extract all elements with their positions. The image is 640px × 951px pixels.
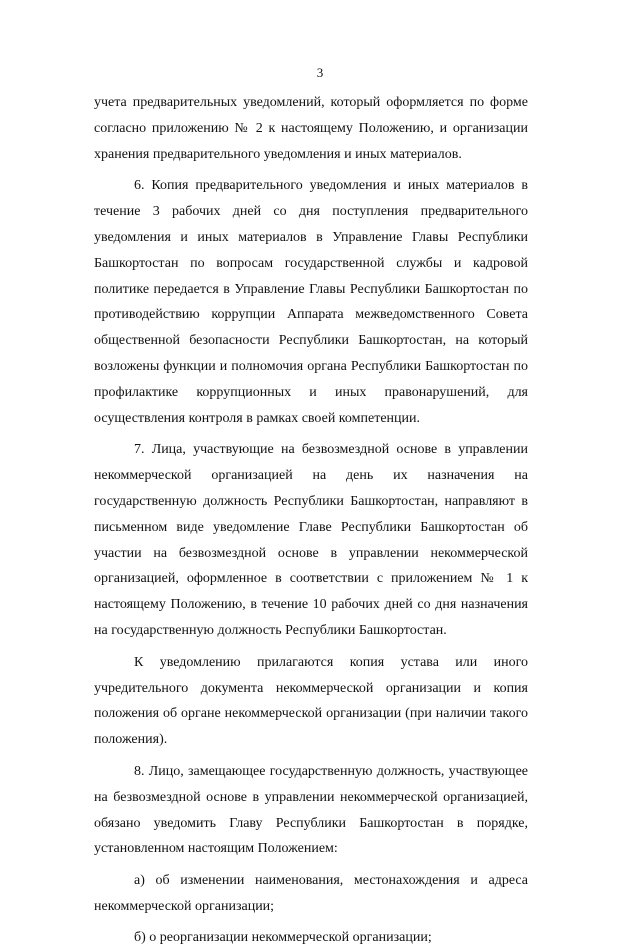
page-number: 3 <box>316 65 324 80</box>
paragraph-item-7: 7. Лица, участвующие на безвозмездной основе в управлении некоммерческой организацией на день их назначения на государственную должность Республики Башкортостан, направляют в письменном виде уведомление Главе Республики Башкортостан об участии на безвозмездной основе в управлении некоммерческой организацией, оформленное в соответствии с приложением № 1 к настоящему Положению, в течение 10 рабочих дней со дня назначения на государственную должность Республики Башкортостан. <box>94 442 528 638</box>
paragraph-attachments: К уведомлению прилагаются копия устава или иного учредительного документа некоммерческой организации и копия положения об органе некоммерческой организации (при наличии такого положения). <box>94 654 528 748</box>
paragraph-item-8: 8. Лицо, замещающее государственную должность, участвующее на безвозмездной основе в управлении некоммерческой организацией, обязано уведомить Главу Республики Башкортостан в порядке, установленном настоящим Положением: <box>94 763 528 857</box>
paragraph-subitem-b: б) о реорганизации некоммерческой организации; <box>134 929 432 945</box>
paragraph-continuation: учета предварительных уведомлений, который оформляется по форме согласно приложению № 2 к настоящему Положению, и организации хранения предварительного уведомления и иных материалов. <box>94 95 528 162</box>
paragraph-item-6: 6. Копия предварительного уведомления и иных материалов в течение 3 рабочих дней со дня поступления предварительного уведомления и иных материалов в Управление Главы Республики Башкортостан по вопросам государственной службы и кадровой политике передается в Управление Главы Республики Башкортостан по противодействию коррупции Аппарата межведомственного Совета общественной безопасности Республики Башкортостан, на который возложены функции и полномочия органа Республики Башкортостан по профилактике коррупционных и иных правонарушений, для осуществления контроля в рамках своей компетенции. <box>94 178 528 426</box>
document-body <box>94 90 528 951</box>
paragraph-subitem-a: а) об изменении наименования, местонахождения и адреса некоммерческой организации; <box>94 873 528 914</box>
